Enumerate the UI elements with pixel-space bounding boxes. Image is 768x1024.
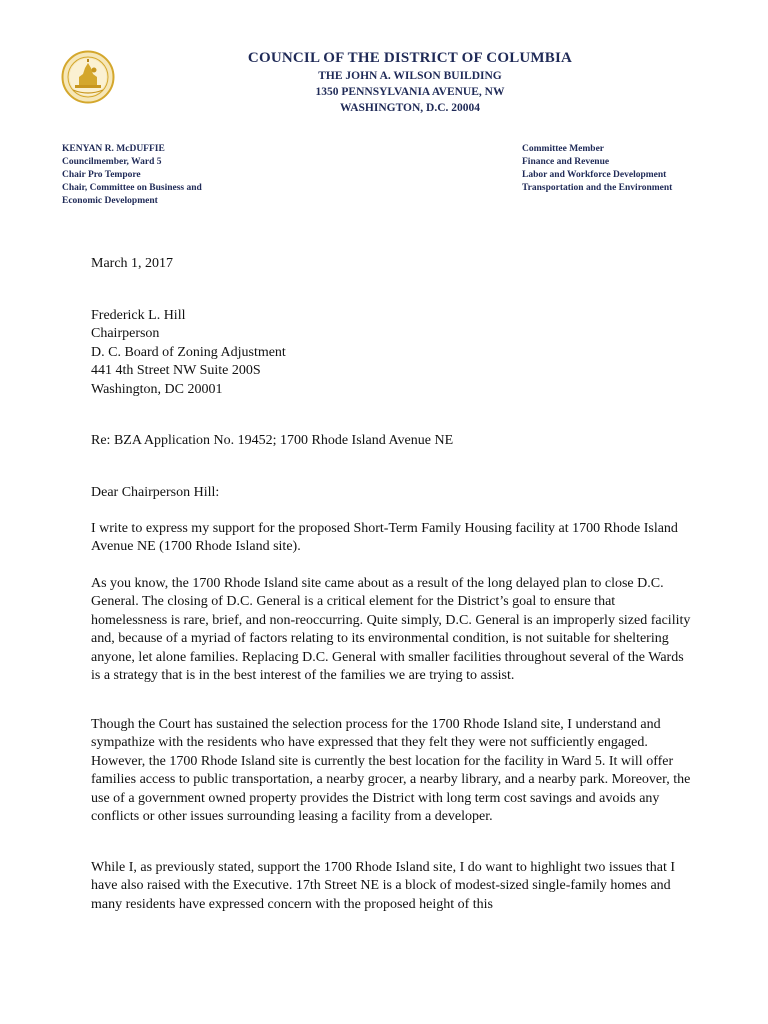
- recipient-line: Frederick L. Hill: [91, 308, 186, 323]
- recipient-address: [91, 307, 691, 399]
- letterhead: [0, 49, 768, 116]
- committee-block: [522, 143, 742, 195]
- member-line: Chair Pro Tempore: [62, 170, 141, 180]
- building-name: THE JOHN A. WILSON BUILDING: [318, 70, 502, 82]
- paragraph-2: As you know, the 1700 Rhode Island site came about as a result of the long delayed plan to close D.C. General. The closing of D.C. General is a critical element for the District’s goal to ensure that homelessness is rare, brief, and non-reoccurring. Quite simply, D.C. General is an improperly sized facility and, because of a myriad of factors relating to its environmental condition, is not suitable for sheltering anyone, let alone families. Replacing D.C. General with smaller facilities throughout several of the Wards is a strategy that is in the best interest of the families we are trying to assist.: [91, 576, 691, 684]
- recipient-line: Washington, DC 20001: [91, 381, 223, 397]
- member-line: Economic Development: [62, 196, 158, 206]
- city-address: WASHINGTON, D.C. 20004: [339, 102, 481, 114]
- street-address: 1350 PENNSYLVANIA AVENUE, NW: [315, 86, 505, 98]
- salutation: Dear Chairperson Hill:: [91, 485, 220, 500]
- committee-line: Committee Member: [522, 144, 605, 154]
- committee-line: Transportation and the Environment: [522, 183, 673, 193]
- committee-line: Labor and Workforce Development: [522, 170, 667, 180]
- member-line: Councilmember, Ward 5: [62, 157, 162, 167]
- recipient-line: 441 4th Street NW Suite 200S: [91, 363, 261, 379]
- paragraph-3: Though the Court has sustained the selection process for the 1700 Rhode Island site, I understand and sympathize with the residents who have expressed that they felt they were not sufficiently engaged. However, the 1700 Rhode Island site is currently the best location for the facility in Ward 5. It will offer families access to public transportation, a nearby grocer, a nearby library, and a nearby park. Moreover, the use of a government owned property provides the District with long term cost savings and avoids any conflicts or other issues surrounding leasing a facility from a developer.: [91, 717, 691, 825]
- councilmember-block: [62, 143, 322, 208]
- committee-line: Finance and Revenue: [522, 157, 610, 167]
- recipient-line: Chairperson: [91, 326, 160, 342]
- member-line: Chair, Committee on Business and: [62, 183, 202, 193]
- letter-date: March 1, 2017: [91, 256, 174, 271]
- recipient-line: D. C. Board of Zoning Adjustment: [91, 344, 286, 360]
- subject-line: Re: BZA Application No. 19452; 1700 Rhode Island Avenue NE: [91, 433, 454, 448]
- paragraph-1: I write to express my support for the proposed Short-Term Family Housing facility at 1700 Rhode Island Avenue NE (1700 Rhode Island site).: [91, 521, 678, 555]
- paragraph-4: While I, as previously stated, support the 1700 Rhode Island site, I do want to highlight two issues that I have also raised with the Executive. 17th Street NE is a block of modest-sized single-family homes and many residents have expressed concern with the proposed height of this: [91, 860, 676, 912]
- council-name: COUNCIL OF THE DISTRICT OF COLUMBIA: [247, 50, 573, 66]
- member-line: KENYAN R. McDUFFIE: [62, 144, 165, 154]
